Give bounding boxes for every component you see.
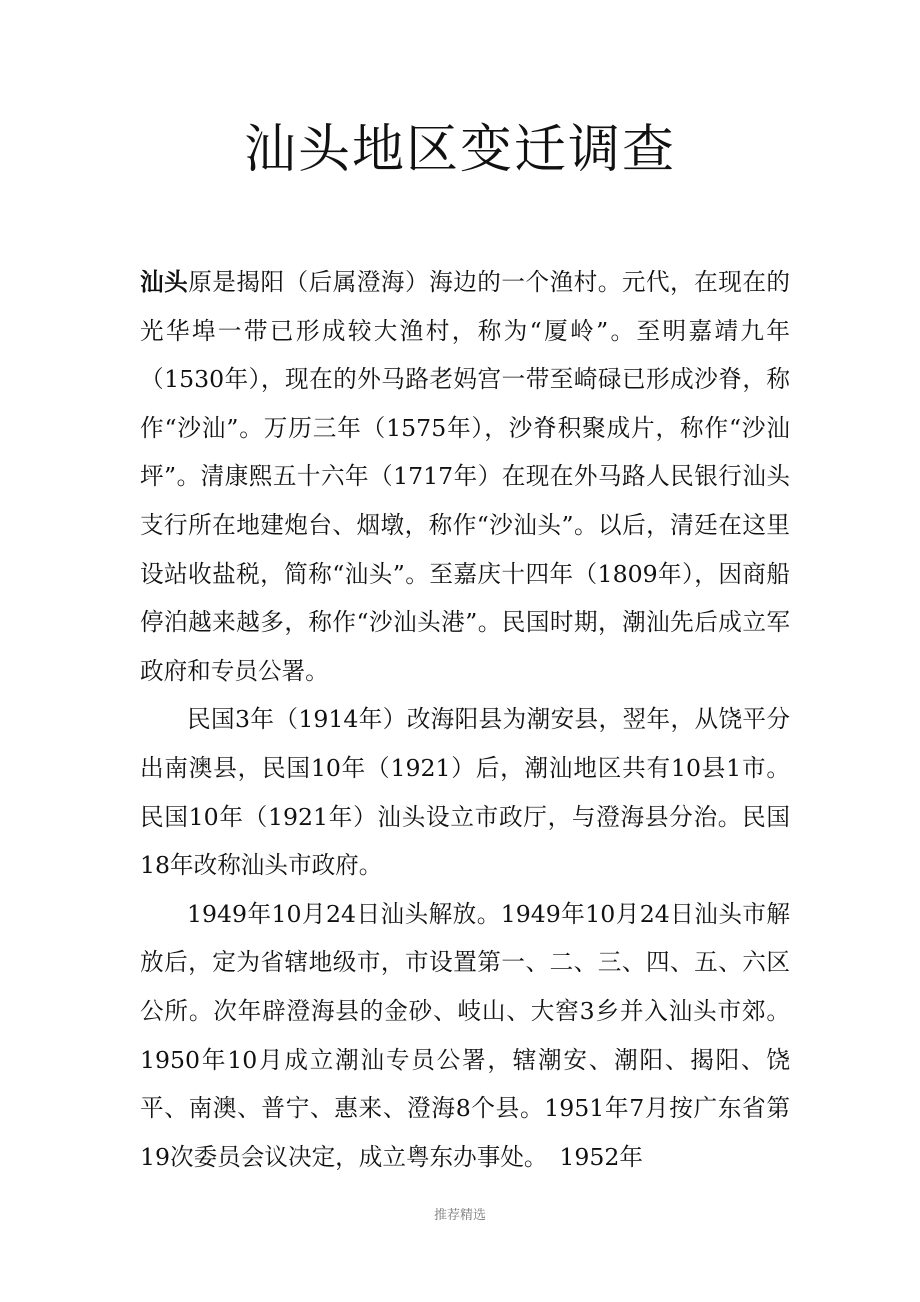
paragraph-3 (140, 890, 790, 1182)
document-title: 汕头地区变迁调查 (243, 120, 676, 180)
paragraph-3-text: 1949年10月24日汕头解放。1949年10月24日汕头市解放后，定为省辖地级市，市设置第一、二、三、四、五、六区公所。次年辟澄海县的金砂、岐山、大窖3乡并入汕头市郊。1950年10月成立潮汕专员公署，辖潮安、潮阳、揭阳、饶平、南澳、普宁、惠来、澄海8个县。1951年7月按广东省第19次委员会议决定，成立粤东办事处。 1952年 (140, 899, 790, 1171)
document-body (140, 258, 790, 1181)
paragraph-2 (140, 695, 790, 889)
page-footer: 推荐精选 (433, 1208, 486, 1223)
paragraph-1-text: 原是揭阳（后属澄海）海边的一个渔村。元代，在现在的光华埠一带已形成较大渔村，称为“厦岭”。至明嘉靖九年（1530年），现在的外马路老妈宫一带至崎碌已形成沙脊，称作“沙汕”。万历三年（1575年），沙脊积聚成片，称作“沙汕坪”。清康熙五十六年（1717年）在现在外马路人民银行汕头支行所在地建炮台、烟墩，称作“沙汕头”。以后，清廷在这里设站收盐税，简称“汕头”。至嘉庆十四年（1809年），因商船停泊越来越多，称作“沙汕头港”。民国时期，潮汕先后成立军政府和专员公署。 (140, 268, 791, 685)
paragraph-2-text: 民国3年（1914年）改海阳县为潮安县，翌年，从饶平分出南澳县，民国10年（1921）后，潮汕地区共有10县1市。民国10年（1921年）汕头设立市政厅，与澄海县分治。民国18年改称汕头市政府。 (140, 705, 790, 880)
paragraph-1-lead: 汕头 (140, 268, 189, 296)
paragraph-1 (140, 258, 790, 695)
